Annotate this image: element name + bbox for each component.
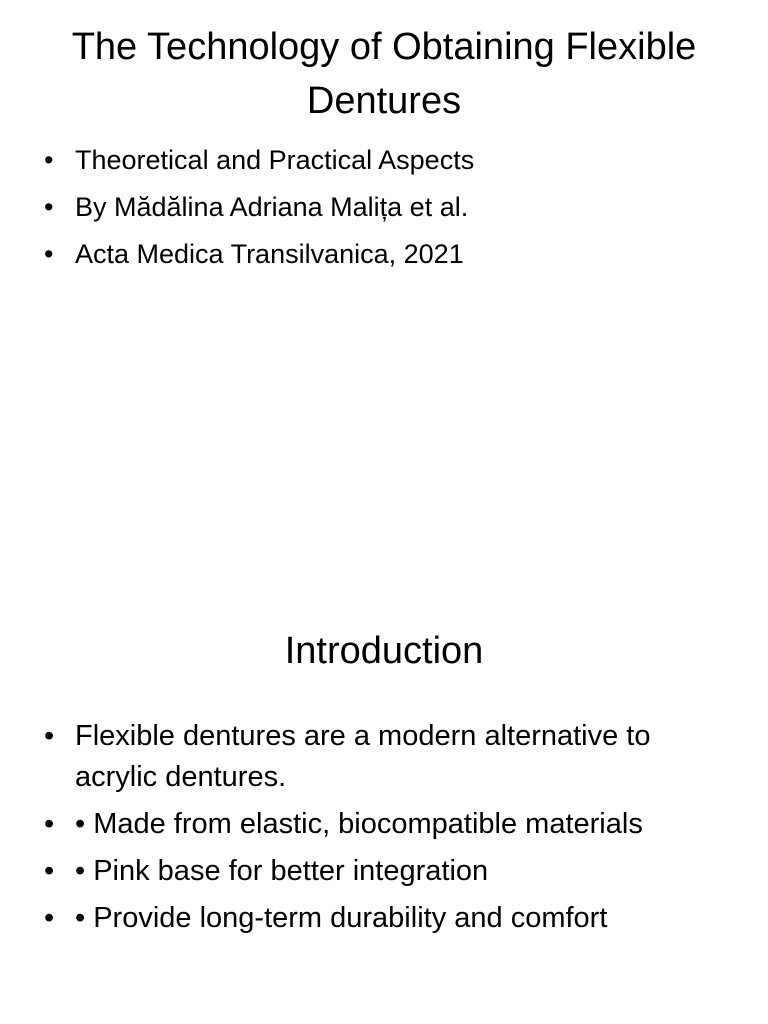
bullet-text: Acta Medica Transilvanica, 2021 [75,239,464,269]
bullet-icon: • [44,192,54,222]
bullet-item [44,851,728,892]
bullet-icon: • [44,720,55,752]
bullet-icon: • [44,902,55,934]
bullet-text: • Pink base for better integration [75,855,489,887]
bullet-text: Flexible dentures are a modern alternative to acrylic dentures. [75,720,651,793]
bullet-item [44,716,728,798]
bullet-list [44,716,728,945]
bullet-text: By Mădălina Adriana Malița et al. [75,192,469,222]
slide-title: Introduction [284,630,484,672]
bullet-item [44,898,728,939]
bullet-icon: • [44,145,54,175]
bullet-text: • Provide long-term durability and comfort [75,902,608,934]
slide-introduction [0,512,768,1024]
bullet-icon: • [44,855,55,887]
bullet-icon: • [44,239,54,269]
bullet-text: Theoretical and Practical Aspects [75,145,475,175]
bullet-text: • Made from elastic, biocompatible materials [75,808,643,840]
bullet-item [44,234,728,275]
slide-title: The Technology of Obtaining Flexible Dentures [71,26,697,122]
bullet-icon: • [44,808,55,840]
bullet-list [44,140,728,281]
bullet-item [44,187,728,228]
bullet-item [44,140,728,181]
bullet-item [44,804,728,845]
